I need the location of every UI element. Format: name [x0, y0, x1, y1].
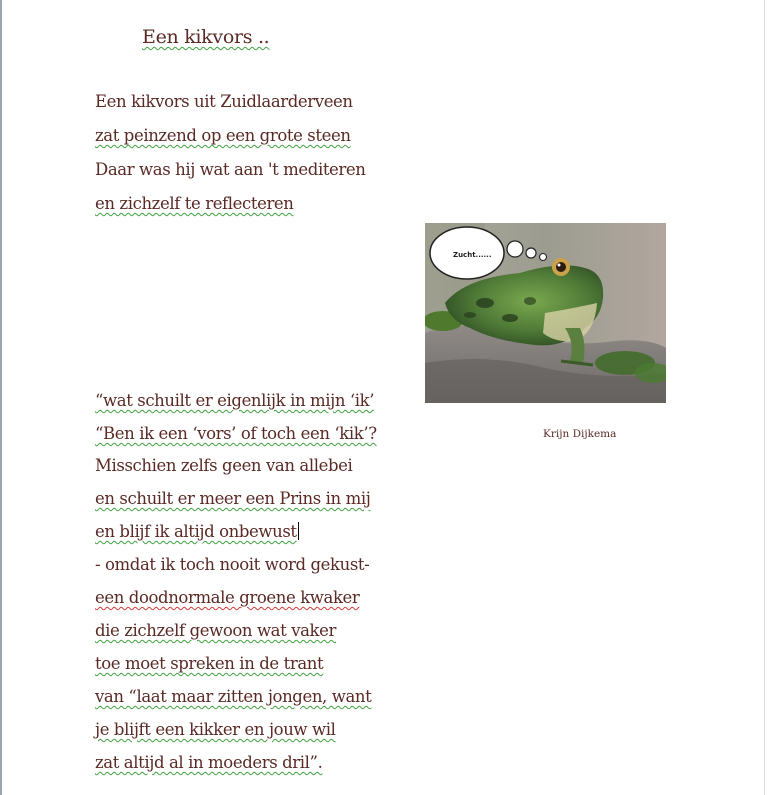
frog-photo[interactable] — [425, 223, 666, 403]
poem-line: toe moet spreken in de trant — [95, 654, 324, 673]
poem-line: “wat schuilt er eigenlijk in mijn ‘ik’ — [95, 391, 375, 410]
poem-line: “Ben ik een ‘vors’ of toch een ‘kik’? — [95, 424, 377, 443]
poem-line: zat peinzend op een grote steen — [95, 126, 351, 145]
poem-line: Een kikvors uit Zuidlaarderveen — [95, 92, 353, 111]
poem-title: Een kikvors .. — [142, 26, 270, 48]
text-cursor — [298, 522, 299, 540]
poem-line: een doodnormale groene kwaker — [95, 588, 360, 607]
frog-image — [425, 223, 666, 403]
page-left-edge — [0, 0, 2, 795]
thought-bubble-text: Zucht...... — [453, 251, 492, 259]
poem-line: en zichzelf te reflecteren — [95, 194, 294, 213]
page-right-edge — [764, 0, 765, 795]
poem-line: Daar was hij wat aan 't mediteren — [95, 160, 366, 179]
poem-line: en schuilt er meer een Prins in mij — [95, 489, 371, 508]
poem-line-with-cursor[interactable]: en blijf ik altijd onbewust — [95, 522, 297, 541]
poem-line: je blijft een kikker en jouw wil — [95, 720, 336, 739]
poem-line: - omdat ik toch nooit word gekust- — [95, 555, 370, 574]
poem-line: Misschien zelfs geen van allebei — [95, 456, 353, 475]
image-caption: Krijn Dijkema — [543, 428, 617, 440]
poem-line: zat altijd al in moeders dril”. — [95, 753, 323, 772]
poem-line: van “laat maar zitten jongen, want — [95, 687, 372, 706]
poem-line: die zichzelf gewoon wat vaker — [95, 621, 337, 640]
